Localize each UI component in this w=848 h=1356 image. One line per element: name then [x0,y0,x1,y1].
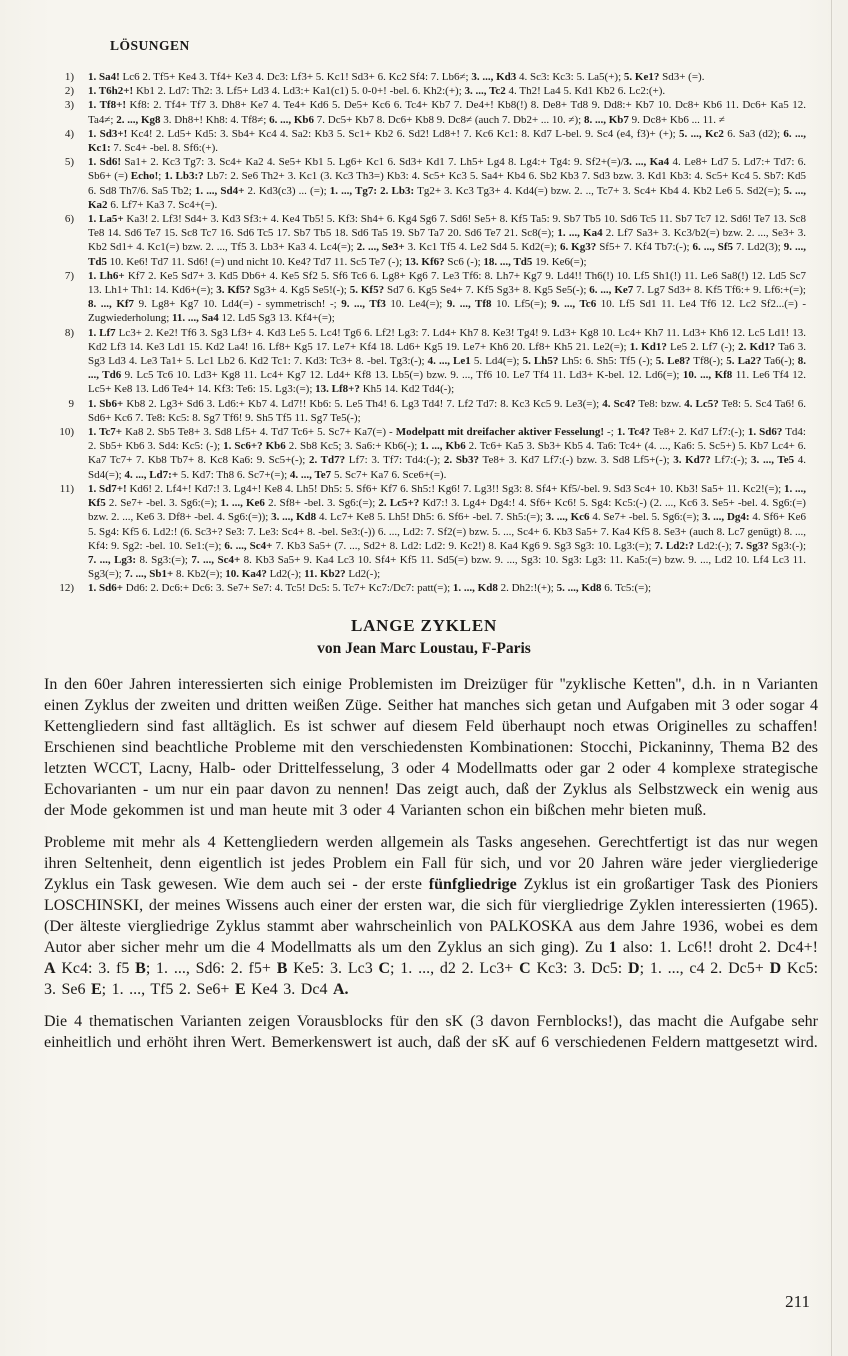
solution-number: 4) [64,127,74,140]
solution-number: 3) [64,99,74,112]
solution-text: 1. Lh6+ Kf7 2. Ke5 Sd7+ 3. Kd5 Db6+ 4. Ke5 Sf2 5. Sf6 Tc6 6. Lg8+ Kg6 7. Le3 Tf6: 8. Lh7+ Kg7 9. Ld4!! Th6(!) 10. Lf5 Sh1(!) 11. Le6 Sa8(!) 12. Ld5 Sc7 13. Lh1+ Th1: 14. Kd6+(=); 3. Kf5? Sg3+ 4. Kg5 Se5!(-); 5. Kf5? Sd7 6. Kg5 Se4+ 7. Kf5 Sg3+ 8. Kg5 Se5(-); 6. ..., Ke7 7. Lg7 Sd3+ 8. Kf5 Tf6:+ 9. Lf6:+(=); 8. ..., Kf7 9. Lg8+ Kg7 10. Ld4(=) - symmetrisch! -; 9. ..., Tf3 10. Le4(=); 9. ..., Tf8 10. Lf5(=); 9. ..., Tc6 10. Lf5 Sd1 11. Le4 Tf6 12. Lc2 Sf2...(=) - Zugwiederholung; 11. ..., Sa4 12. Ld5 Sg3 13. Kf4+(=); [88,269,807,325]
solution-text: 1. La5+ Ka3! 2. Lf3! Sd4+ 3. Kd3 Sf3:+ 4. Ke4 Tb5! 5. Kf3: Sh4+ 6. Kg4 Sg6 7. Sd6! Se5+ 8. Kf5 Ta5: 9. Sb7 Tb5 10. Sd6 Tc5 11. Sb7 Tc7 12. Sd6! Te7 13. Sc8 Te8 14. Sd6 Te7 15. Sc8 Tc7 16. Sd6 Tc5 17. Sb7 Tb5 18. Sd6 Ta5 19. Sb7 Ta7 20. Sd6 Te7 21. Sc8(=); 1. ..., Ka4 2. Lf7 Sa3+ 3. Kc3/b2(=) bzw. 2. ..., Se3+ 3. Kb2 Sd1+ 4. Kc1(=) bzw. 2. ..., Tf5 3. Lb3+ Ka3 4. Lc4(=); 2. ..., Se3+ 3. Kc1 Tf5 4. Le2 Sd4 5. Kd2(=); 6. Kg3? Sf5+ 7. Kf4 Tb7:(-); 6. ..., Sf5 7. Ld2(3); 9. ..., Td5 10. Ke6! Td7 11. Sd6! (=) und nicht 10. Ke4? Td7 11. Sc5 Te7 (-); 13. Kf6? Sc6 (-); 18. ..., Td5 19. Ke6(=); [88,213,807,268]
solution-text: 1. Lf7 Lc3+ 2. Ke2! Tf6 3. Sg3 Lf3+ 4. Kd3 Le5 5. Lc4! Tg6 6. Lf2! Lg3: 7. Ld4+ Kh7 8. Ke3! Tg4! 9. Ld3+ Kg8 10. Lc4+ Kh7 11. Ld3+ Kh6 12. Lc5 Ld1! 13. Kd2 Lf3 14. Ke3 Ld1 15. Kd2 La4! 16. Lf8+ Kg5 17. Le7+ Kf4 18. Ld6+ Kg5 19. Le7+ Kh6 20. Lf8+ Kh5 21. Le2(=); 1. Kd1? Le5 2. Lf7 (-); 2. Kd1? Ta6 3. Sg3 Ld3 4. Le3 Ta1+ 5. Lc1 Lb2 6. Kd2 Tc1: 7. Kd3: Tc3+ 8. -bel. Tg3:(-); 4. ..., Le1 5. Ld4(=); 5. Lh5? Lh5: 6. Sh5: Tf5 (-); 5. Le8? Tf8(-); 5. La2? Ta6(-); 8. ..., Td6 9. Lc5 Tc6 10. Ld3+ Kg8 11. Lc4+ Kg7 12. Ld4+ Kf8 13. Lb5(=) bzw. 9. ..., Tf6 10. Le7 Tf4 11. Ld3+ K-bel. 12. Ld6(=); 10. ..., Kf8 11. Le6 Tf4 12. Lc5+ Ke8 13. Ld6 Te4+ 14. Kf3: Te6: 15. Lg3:(=); 13. Lf8+? Kh5 14. Kd2 Td4(-); [88,326,807,396]
article-paragraph: Probleme mit mehr als 4 Kettengliedern werden allgemein als Tasks angesehen. Gerechtfertigt ist das nur wegen ihren Seltenheit, denn eigentlich ist jedes Problem ein Fall für sich, und vor 20 Jahren wäre jeder viergliederige Zyklus ein Task gewesen. Wie dem auch sei - der erste fünfgliedrige Zyklus ist ein großartiger Task des Pioniers LOSCHINSKI, der meines Wissens auch einer der ersten war, die sich für viergliedrige Zyklen interessierten (1965). (Der älteste viergliedrige Zyklus stammt aber wahrscheinlich von PALKOSKA aus dem Jahre 1936, wobei es dem Autor aber sicher mehr um die 4 Modellmatts als um den Zyklus an sich ging). Zu 1 also: 1. Lc6!! droht 2. Dc4+! A Kc4: 3. f5 B; 1. ..., Sd6: 2. f5+ B Ke5: 3. Lc3 C; 1. ..., d2 2. Lc3+ C Kc3: 3. Dc5: D; 1. ..., c4 2. Dc5+ D Kc5: 3. Se6 E; 1. ..., Tf5 2. Se6+ E Ke4 3. Dc4 A. [44,833,819,998]
solution-number: 5) [64,156,74,169]
solution-item [38,397,806,425]
page-number: 211 [785,1292,810,1311]
solution-item [38,212,806,269]
solutions-list [38,70,806,596]
solution-text: 1. Tf8+! Kf8: 2. Tf4+ Tf7 3. Dh8+ Ke7 4. Te4+ Kd6 5. De5+ Kc6 6. Tc4+ Kb7 7. De4+! Kb8(!) 8. De8+ Td8 9. Dd8:+ Kb7 10. Dc8+ Kb6 11. Dc6+ Ka5 12. Ta4≠; 2. ..., Kg8 3. Dh8+! Kh8: 4. Tf8≠; 6. ..., Kb6 7. Dc5+ Kb7 8. Dc6+ Kb8 9. Dc8≠ (auch 7. Db2+ ... 10. ≠); 8. ..., Kb7 9. Dc8+ Kb6 ... 11. ≠ [88,99,807,126]
solution-number: 10) [59,426,74,439]
solution-item [38,326,806,397]
solution-item [38,155,806,212]
solution-text: 1. Sb6+ Kb8 2. Lg3+ Sd6 3. Ld6:+ Kb7 4. Ld7!! Kb6: 5. Le5 Th4! 6. Lg3 Td4! 7. Lf2 Td7: 8. Kc3 Kc5 9. Le3(=); 4. Sc4? Te8: bzw. 4. Lc5? Te8: 5. Sc4 Ta6! 6. Sd6+ Kc6 7. Te8: Kc5: 8. Sg7 Tf6! 9. Sh5 Tf5 11. Sg7 Te5(-); [88,397,806,424]
solution-text: 1. Tc7+ Ka8 2. Sb5 Te8+ 3. Sd8 Lf5+ 4. Td7 Tc6+ 5. Sc7+ Ka7(=) - Modelpatt mit dreifacher aktiver Fesselung! -; 1. Tc4? Te8+ 2. Kd7 Lf7:(-); 1. Sd6? Td4: 2. Sb5+ Kb6 3. Sd4: Kc5: (-); 1. Sc6+? Kb6 2. Sb8 Kc5; 3. Sa6:+ Kb6(-); 1. ..., Kb6 2. Tc6+ Ka5 3. Sb3+ Kb5 4. Ta6: Tc4+ (4. ..., Ka6: 5. Sc5+) 5. Kb7 Lc4+ 6. Ka7 Tc7+ 7. Kb8 Tb7+ 8. Kc8 Ka6: 9. Sc5+(-); 2. Td7? Lf7: 3. Tf7: Td4:(-); 2. Sb3? Te8+ 3. Kd7 Lf7:(-) bzw. 3. Sd8 Lf5+(-); 3. Kd7? Lf7:(-); 3. ..., Te5 4. Sd4(=); 4. ..., Ld7:+ 5. Kd7: Th8 6. Sc7+(=); 4. ..., Te7 5. Sc7+ Ka7 6. Sce6+(=). [88,426,807,481]
solution-text: 1. Sa4! Lc6 2. Tf5+ Ke4 3. Tf4+ Ke3 4. Dc3: Lf3+ 5. Kc1! Sd3+ 6. Kc2 Sf4: 7. Lb6≠; 3. ..., Kd3 4. Sc3: Kc3: 5. La5(+); 5. Ke1? Sd3+ (=). [88,71,705,83]
solution-item [38,269,806,326]
solution-item [38,425,806,482]
article-paragraph: In den 60er Jahren interessierten sich einige Problemisten im Dreizüger für ''zyklische Ketten'', d.h. in n Varianten einen Zyklus der zweiten und dritten weißen Züge. Seither hat manches sich getan und Aufgaben mit 3 oder sogar 4 Kettengliedern sind fast alltäglich. Es ist schwer auf diesem Feld überhaupt noch etwas Originelles zu schaffen! Erschienen sind beachtliche Probleme mit den verschiedensten Kombinationen: Stocchi, Pickaninny, Thema B2 des letzten WCCT, Lacny, Halb- oder Drittelfesselung, 3 oder 4 Modellmatts oder gar 2 oder 4 komplexe strategische Echovarianten - um nur ein paar davon zu nennen! Das zeigt auch, daß der Zyklus als Selbstzweck ein wenig aus der Mode gekommen ist und man heute mit 3 oder 4 Varianten schon ein bißchen mehr bieten muß. [44,675,818,819]
article-paragraph: Die 4 thematischen Varianten zeigen Vorausblocks für den sK (3 davon Fernblocks!), das macht die Aufgabe sehr einheitlich und erhöht ihren Wert. Bemerkenswert ist auch, daß der sK auf 6 verschiedenen Feldern mattgesetzt wird. [44,1012,818,1051]
solution-text: 1. Sd3+! Kc4! 2. Ld5+ Kd5: 3. Sb4+ Kc4 4. Sa2: Kb3 5. Sc1+ Kb2 6. Sd2! Ld8+! 7. Kc6 Kc1: 8. Kd7 L-bel. 9. Sc4 (e4, f3)+ (+); 5. ..., Kc2 6. Sa3 (d2); 6. ..., Kc1: 7. Sc4+ -bel. 8. Sf6:(+). [88,127,806,155]
solution-number: 9 [68,397,74,410]
solution-text: 1. T6h2+! Kb1 2. Ld7: Th2: 3. Lf5+ Ld3 4. Ld3:+ Ka1(c1) 5. 0-0+! -bel. 6. Kh2:(+); 3. ..., Tc2 4. Th2! La4 5. Kd1 Kb2 6. Lc2:(+). [88,85,666,98]
article-title: LANGE ZYKLEN [350,615,498,635]
solution-item [38,84,806,98]
solution-item [38,70,806,84]
solution-item [38,127,806,155]
solution-number: 1) [64,71,74,83]
solution-text: 1. Sd6+ Dd6: 2. Dc6:+ Dc6: 3. Se7+ Se7: 4. Tc5! Dc5: 5. Tc7+ Kc7:/Dc7: patt(=); 1. ..., Kd8 2. Dh2:!(+); 5. ..., Kd8 6. Tc5:(=); [88,582,652,595]
solution-item [38,482,806,581]
article-body [44,674,818,1053]
solution-text: 1. Sd6! Sa1+ 2. Kc3 Tg7: 3. Sc4+ Ka2 4. Se5+ Kb1 5. Lg6+ Kc1 6. Sd3+ Kd1 7. Lh5+ Lg4 8. Lg4:+ Tg4: 9. Sf2+(=)/3. ..., Ka4 4. Le8+ Ld7 5. Ld7:+ Td7: 6. Sb6+ (=) Echo!; 1. Lb3:? Lb7: 2. Se6 Th2+ 3. Kc1 (3. Kc3 Th3=) Kb3: 4. Sc5+ Kc3 5. Sa4+ Kb4 6. Sb2 Kb3 7. Sd3 bzw. 3. Kd1 Kb3: 4. Sc5+ Kc4 5. Sb7: Kd5 6. Sd8 Th7/6. Sa5 Tb2; 1. ..., Sd4+ 2. Kd3(c3) ... (=); 1. ..., Tg7: 2. Lb3: Tg2+ 3. Kc3 Tg3+ 4. Kd4(=) bzw. 2. .., Tc7+ 3. Sc4+ Kb4 4. Kb2 Le6 5. Sd2(=); 5. ..., Ka2 6. Lf7+ Ka3 7. Sc4+(=). [88,156,807,211]
solution-number: 6) [64,213,74,226]
solution-item [38,98,806,126]
solution-number: 2) [64,85,74,98]
solution-number: 8) [64,326,74,339]
solution-text: 1. Sd7+! Kd6! 2. Lf4+! Kd7:! 3. Lg4+! Ke8 4. Lh5! Dh5: 5. Sf6+ Kf7 6. Sh5:! Kg6! 7. Lg3!! Sg3: 8. Sf4+ Kf5/-bel. 9. Sd3 Sc4+ 10. Kb3! Sa5+ 11. Kc2!(=); 1. ..., Kf5 2. Se7+ -bel. 3. Sg6:(=); 1. ..., Ke6 2. Sf8+ -bel. 3. Sg6:(=); 2. Lc5+? Kd7:! 3. Lg4+ Dg4:! 4. Sf6+ Kc6! 5. Sg4: Kc5:(-) (2. ..., Kc6 3. Se5+ -bel. 4. Sg6:(=) bzw. 2. ..., Ke6 3. Df8+ -bel. 4. Sg6:(=)); 3. ..., Kd8 4. Lc7+ Ke8 5. Lh5! Dh5: 6. Sf6+ -bel. 7. Sh5:(=); 3. ..., Kc6 4. Se7+ -bel. 5. Sg6:(=); 3. ..., Dg4: 4. Sf6+ Ke6 5. Sg4: Kf5 6. Ld2:! (6. Sc3+? Se3: 7. Le3: Sc4+ 8. -bel. Se3:(-)) 6. ..., Ld2: 7. Sf2(=) bzw. 5. ..., Sc4+ 6. Kb3 Sa5+ 7. Ka4 Kf5 8. Se3+ (auch 8. Lc7 genügt) 8. ..., Kf4: 9. Sg2: -bel. 10. Se1:(=); 6. ..., Sc4+ 7. Kb3 Sa5+ (7. ..., Sd2+ 8. Ld2: Ld2: 9. Kc2!) 8. Ka4 Kg6 9. Sg3 Sg3: 10. Lg3:(=); 7. Ld2:? Ld2:(-); 7. Sg3? Sg3:(-); 7. ..., Lg3: 8. Sg3:(=); 7. ..., Sc4+ 8. Kb3 Sa5+ 9. Ka4 Lc3 10. Sf4+ Kf5 11. Sd5(=) bzw. 9. ..., Sg3: 10. Sg3: Lg3: 11. Ka5:(=) bzw. 9. ..., Ld2 10. Lf4 Lc3 11. Sg3(=); 7. ..., Sb1+ 8. Kb2(=); 10. Ka4? Ld2(-); 11. Kb2? Ld2(-); [88,482,807,581]
solution-item [38,581,806,595]
article-byline: von Jean Marc Loustau, F-Paris [317,639,531,657]
article [0,616,848,1053]
solution-number: 12) [59,582,74,595]
solution-number: 7) [64,269,74,282]
page-edge-line [831,0,832,1356]
solution-number: 11) [59,482,74,495]
solutions-header: LÖSUNGEN [110,38,190,53]
